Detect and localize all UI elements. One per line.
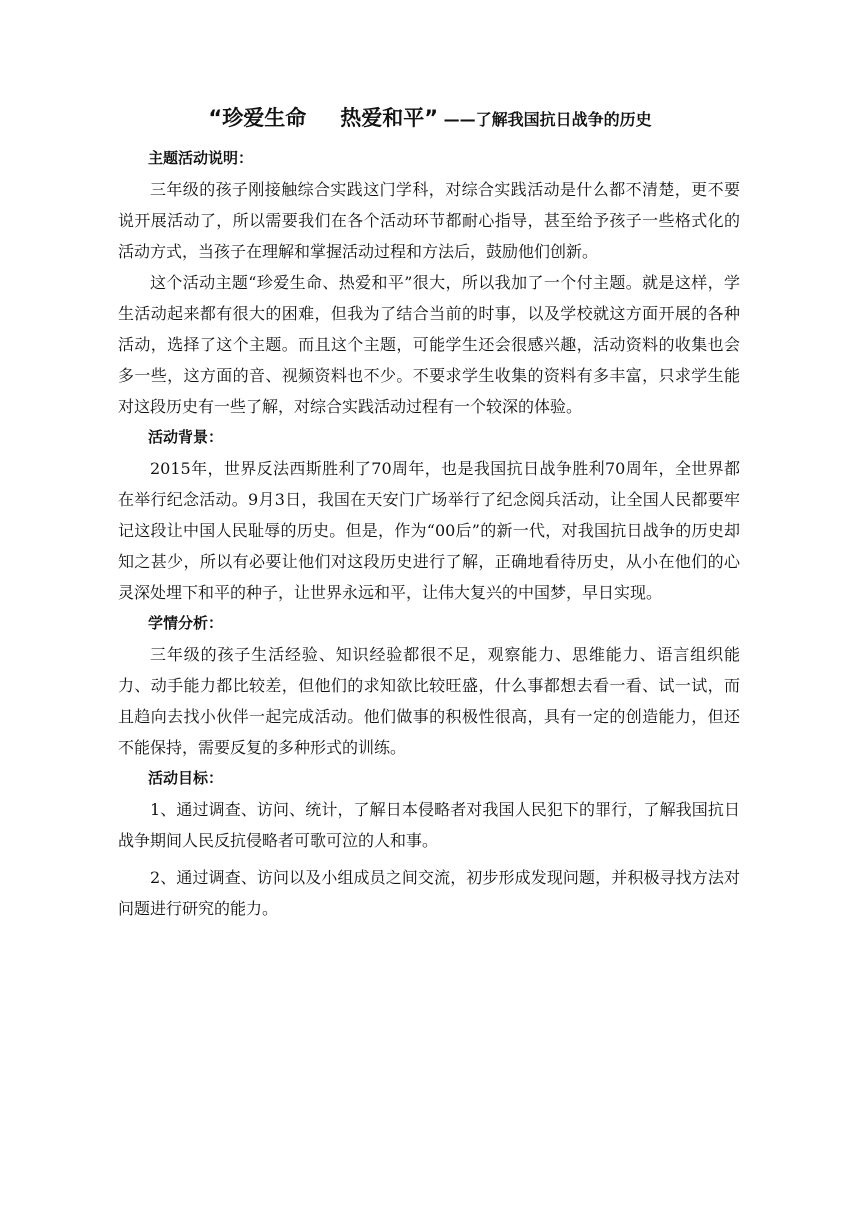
- section-background: [118, 422, 740, 608]
- title-main-2: 热爱和平”: [340, 106, 439, 130]
- paragraph: 三年级的孩子刚接触综合实践这门学科，对综合实践活动是什么都不清楚，更不要说开展活动了，所以需要我们在各个活动环节都耐心指导，甚至给予孩子一些格式化的活动方式，当孩子在理解和掌握活动过程和方法后，鼓励他们创新。: [118, 180, 740, 261]
- paragraph: 这个活动主题“珍爱生命、热爱和平”很大，所以我加了一个付主题。就是这样，学生活动起来都有很大的困难，但我为了结合当前的时事，以及学校就这方面开展的各种活动，选择了这个主题。而且这个主题，可能学生还会很感兴趣，活动资料的收集也会多一些，这方面的音、视频资料也不少。不要求学生收集的资料有多丰富，只求学生能对这段历史有一些了解，对综合实践活动过程有一个较深的体验。: [118, 273, 740, 416]
- section-heading: 活动背景：: [148, 428, 224, 446]
- document-body: [118, 143, 740, 924]
- title-subtitle: ——了解我国抗日战争的历史: [443, 110, 652, 129]
- document-title: [120, 102, 740, 132]
- paragraph: 2015年，世界反法西斯胜利了70周年，也是我国抗日战争胜利70周年，全世界都在举行纪念活动。9月3日，我国在天安门广场举行了纪念阅兵活动，让全国人民都要牢记这段让中国人民耻辱的历史。但是，作为“00后”的新一代，对我国抗日战争的历史却知之甚少，所以有必要让他们对这段历史进行了解，正确地看待历史，从小在他们的心灵深处埋下和平的种子，让世界永远和平，让伟大复兴的中国梦，早日实现。: [118, 459, 740, 602]
- section-student-analysis: [118, 608, 740, 763]
- section-theme-description: [118, 143, 740, 422]
- title-main: “珍爱生命: [208, 106, 307, 130]
- paragraph: 三年级的孩子生活经验、知识经验都很不足，观察能力、思维能力、语言组织能力、动手能力都比较差，但他们的求知欲比较旺盛，什么事都想去看一看、试一试，而且趋向去找小伙伴一起完成活动。他们做事的积极性很高，具有一定的创造能力，但还不能保持，需要反复的多种形式的训练。: [118, 645, 740, 757]
- objective-item: 2、通过调查、访问以及小组成员之间交流，初步形成发现问题，并积极寻找方法对问题进行研究的能力。: [118, 868, 740, 918]
- section-heading: 活动目标：: [148, 769, 224, 787]
- section-heading: 学情分析：: [148, 614, 224, 632]
- section-heading: 主题活动说明：: [148, 149, 254, 167]
- objective-item: 1、通过调查、访问、统计，了解日本侵略者对我国人民犯下的罪行，了解我国抗日战争期间人民反抗侵略者可歌可泣的人和事。: [118, 800, 740, 850]
- section-objectives: [118, 763, 740, 924]
